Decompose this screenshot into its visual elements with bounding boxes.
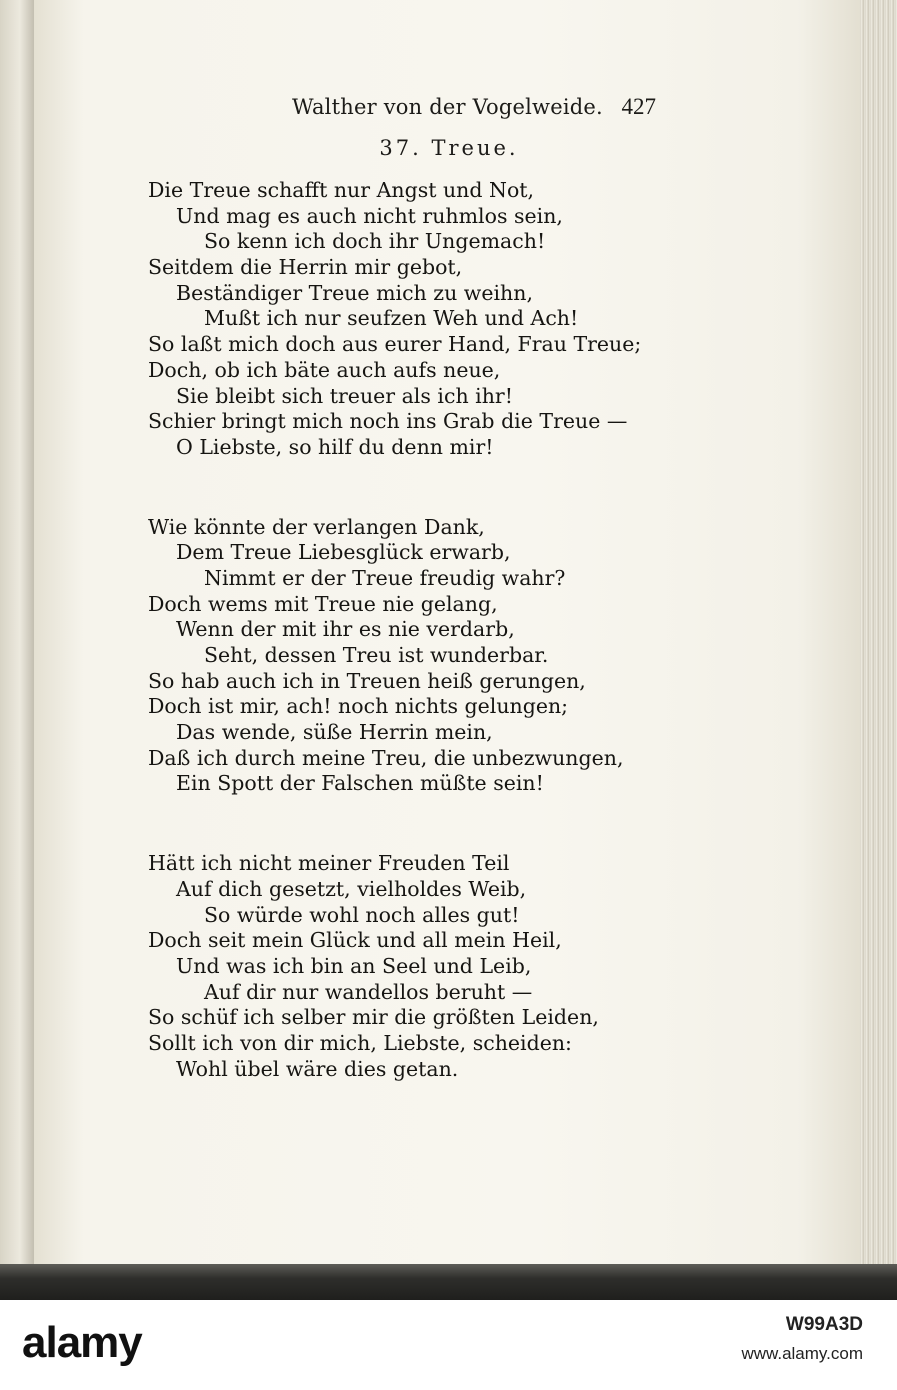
poem-line: Beständiger Treue mich zu weihn,	[176, 280, 533, 305]
poem-line: Wenn der mit ihr es nie verdarb,	[176, 617, 515, 642]
poem-line: So laßt mich doch aus eurer Hand, Frau Treue;	[148, 332, 642, 357]
poem-line: O Liebste, so hilf du denn mir!	[176, 434, 494, 459]
poem-line: Dem Treue Liebesglück erwarb,	[176, 540, 511, 565]
poem-line: Doch wems mit Treue nie gelang,	[148, 591, 498, 616]
watermark-footer	[0, 1300, 897, 1390]
poem-line: Die Treue schafft nur Angst und Not,	[148, 178, 535, 202]
poem-line: Und was ich bin an Seel und Leib,	[176, 953, 532, 978]
running-head	[292, 94, 656, 124]
poem-line: So schüf ich selber mir die größten Leiden,	[148, 1005, 599, 1030]
poem-line: Mußt ich nur seufzen Weh und Ach!	[204, 306, 579, 331]
image-code: W99A3D	[785, 1314, 863, 1335]
poem-line: So kenn ich doch ihr Ungemach!	[204, 229, 546, 254]
alamy-logo: alamy	[22, 1318, 142, 1367]
poem-line: So würde wohl noch alles gut!	[204, 902, 520, 927]
poem-line: Auf dich gesetzt, vielholdes Weib,	[176, 876, 527, 901]
poem-line: Sollt ich von dir mich, Liebste, scheiden:	[148, 1030, 572, 1055]
poem-line: Wie könnte der verlangen Dank,	[148, 514, 485, 539]
left-page-edge	[0, 0, 36, 1300]
poem-line: Auf dir nur wandellos beruht —	[204, 979, 533, 1004]
site-url: www.alamy.com	[741, 1344, 863, 1363]
poem-line: Hätt ich nicht meiner Freuden Teil	[148, 851, 510, 876]
poem-line: Ein Spott der Falschen müßte sein!	[176, 771, 544, 796]
poem-body	[148, 178, 768, 1136]
poem-line: So hab auch ich in Treuen heiß gerungen,	[148, 668, 586, 693]
poem-title: 37. Treue.	[379, 136, 519, 160]
poem-line: Und mag es auch nicht ruhmlos sein,	[176, 203, 563, 228]
poem-line: Schier bringt mich noch ins Grab die Treue —	[148, 409, 628, 434]
poem-line: Seht, dessen Treu ist wunderbar.	[204, 643, 549, 667]
running-title: Walther von der Vogelweide.	[292, 95, 603, 119]
stanza-1	[148, 178, 768, 461]
book-page	[34, 0, 864, 1272]
poem-line: Das wende, süße Herrin mein,	[176, 720, 493, 745]
poem-line: Sie bleibt sich treuer als ich ihr!	[176, 383, 513, 408]
poem-line: Nimmt er der Treue freudig wahr?	[204, 565, 566, 590]
poem-line: Seitdem die Herrin mir gebot,	[148, 255, 463, 280]
poem-line: Doch ist mir, ach! noch nichts gelungen;	[148, 694, 569, 719]
page-number: 427	[621, 94, 656, 119]
book-cover-bottom	[0, 1264, 897, 1300]
poem-line: Doch, ob ich bäte auch aufs neue,	[148, 357, 501, 382]
poem-line: Doch seit mein Glück und all mein Heil,	[148, 928, 562, 953]
stanza-3	[148, 851, 768, 1082]
page-stack-edge	[860, 0, 897, 1272]
poem-line: Daß ich durch meine Treu, die unbezwungen,	[148, 745, 624, 770]
stanza-2	[148, 515, 768, 798]
poem-line: Wohl übel wäre dies getan.	[176, 1056, 459, 1081]
image-id-block	[741, 1314, 863, 1364]
